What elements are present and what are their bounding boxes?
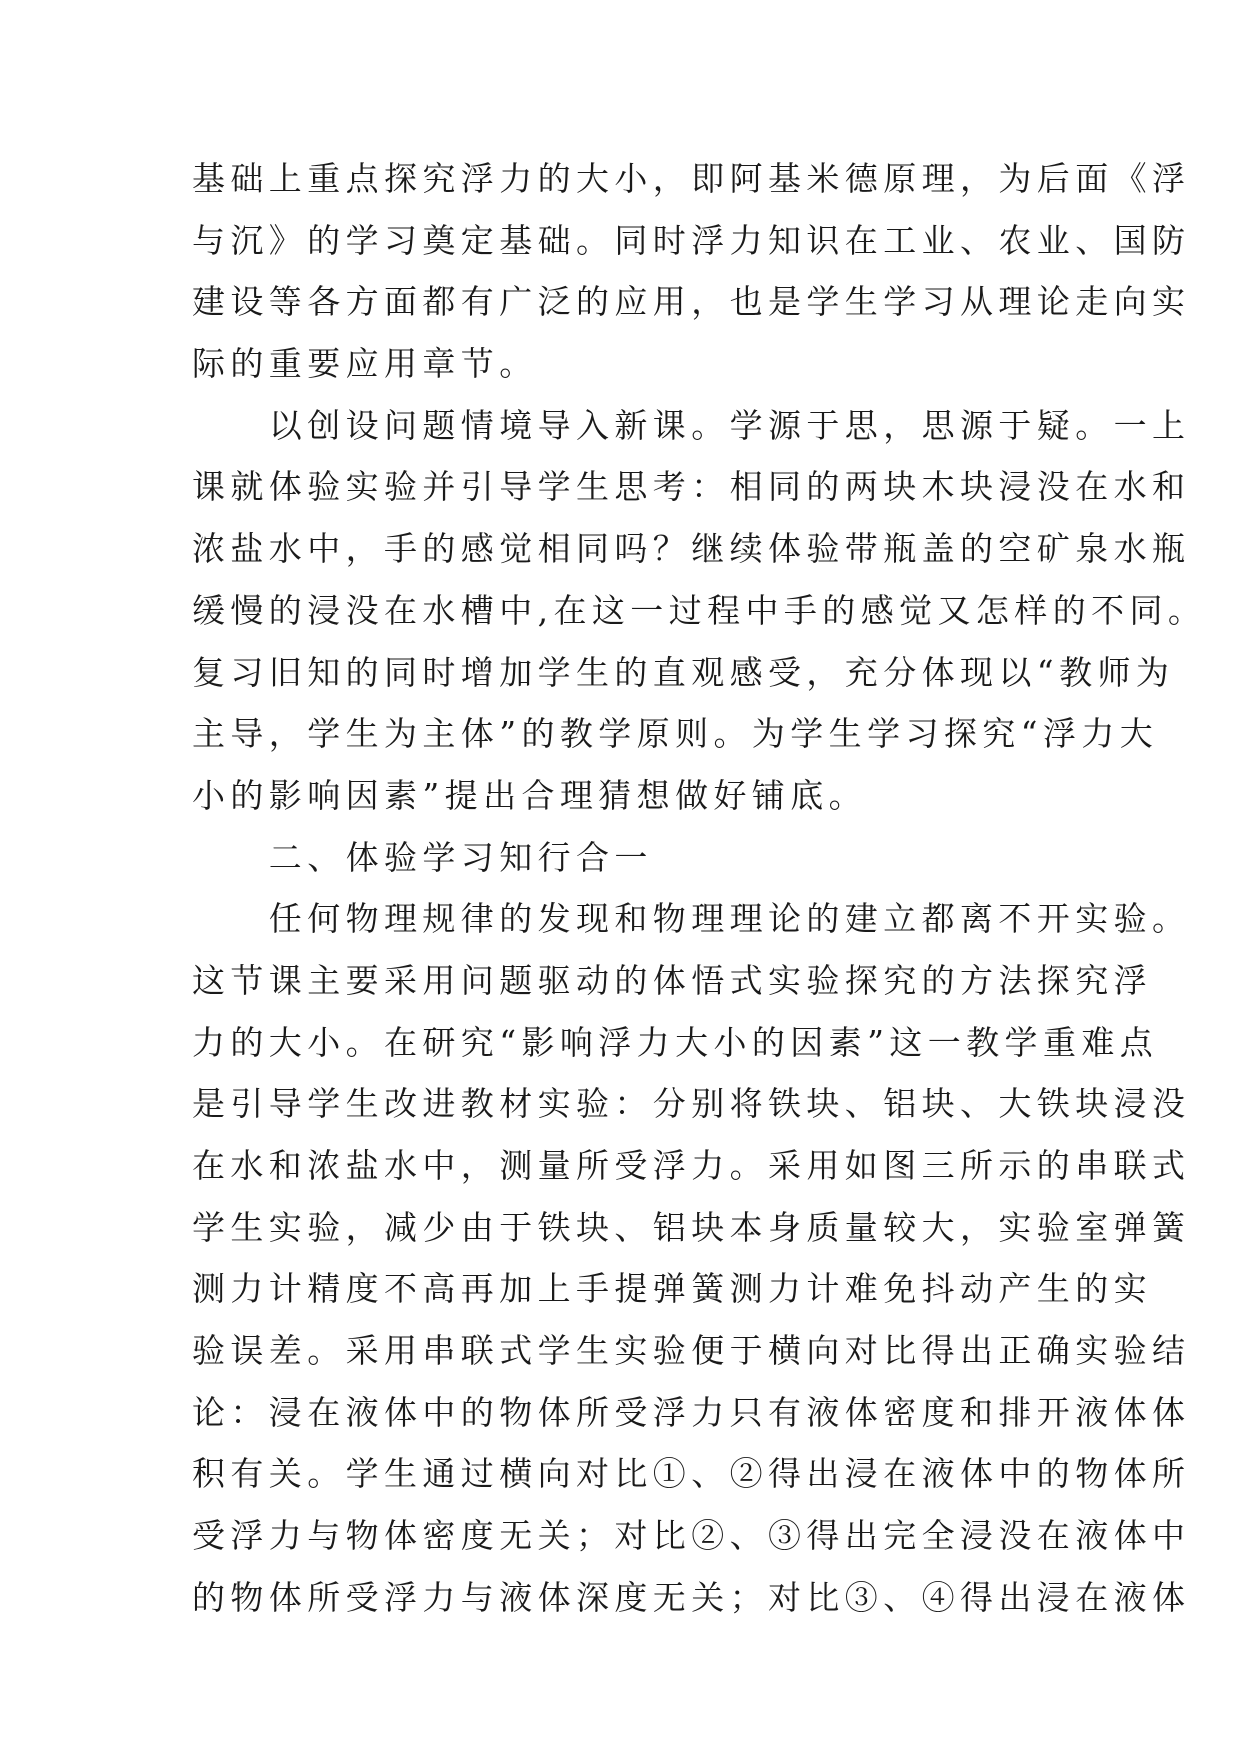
text-line-4: 际的重要应用章节。 (192, 344, 538, 384)
text-line-7: 浓盐水中，手的感觉相同吗？继续体验带瓶盖的空矿泉水瓶 (192, 529, 1191, 569)
text-line-19: 测力计精度不高再加上手提弹簧测力计难免抖动产生的实 (192, 1269, 1152, 1309)
text-line-22: 积有关。学生通过横向对比①、②得出浸在液体中的物体所 (192, 1454, 1191, 1494)
text-line-16: 是引导学生改进教材实验：分别将铁块、铝块、大铁块浸没 (192, 1084, 1191, 1124)
text-line-8: 缓慢的浸没在水槽中,在这一过程中手的感觉又怎样的不同。 (192, 590, 1207, 630)
body-text (192, 148, 1207, 1629)
section-heading: 二、体验学习知行合一 (192, 837, 653, 877)
text-line-9: 复习旧知的同时增加学生的直观感受，充分体现以“教师为 (192, 652, 1175, 692)
text-line-21: 论：浸在液体中的物体所受浮力只有液体密度和排开液体体 (192, 1392, 1191, 1432)
text-line-24: 的物体所受浮力与液体深度无关；对比③、④得出浸在液体 (192, 1577, 1191, 1617)
text-line-11: 小的影响因素”提出合理猜想做好铺底。 (192, 775, 868, 815)
text-line-6: 课就体验实验并引导学生思考：相同的两块木块浸没在水和 (192, 467, 1191, 507)
text-line-10: 主导，学生为主体”的教学原则。为学生学习探究“浮力大 (192, 714, 1159, 754)
text-line-20: 验误差。采用串联式学生实验便于横向对比得出正确实验结 (192, 1331, 1191, 1371)
text-line-15: 力的大小。在研究“影响浮力大小的因素”这一教学重难点 (192, 1022, 1159, 1062)
text-line-1: 基础上重点探究浮力的大小，即阿基米德原理，为后面《浮 (192, 159, 1191, 198)
text-line-5: 以创设问题情境导入新课。学源于思，思源于疑。一上 (192, 405, 1191, 445)
text-line-18: 学生实验，减少由于铁块、铝块本身质量较大，实验室弹簧 (192, 1207, 1191, 1247)
text-line-13: 任何物理规律的发现和物理理论的建立都离不开实验。 (192, 899, 1191, 939)
text-line-17: 在水和浓盐水中，测量所受浮力。采用如图三所示的串联式 (192, 1146, 1191, 1185)
text-line-23: 受浮力与物体密度无关；对比②、③得出完全浸没在液体中 (192, 1516, 1191, 1556)
text-line-3: 建设等各方面都有广泛的应用，也是学生学习从理论走向实 (192, 282, 1191, 322)
text-line-14: 这节课主要采用问题驱动的体悟式实验探究的方法探究浮 (192, 960, 1152, 1000)
text-line-2: 与沉》的学习奠定基础。同时浮力知识在工业、农业、国防 (192, 220, 1191, 260)
